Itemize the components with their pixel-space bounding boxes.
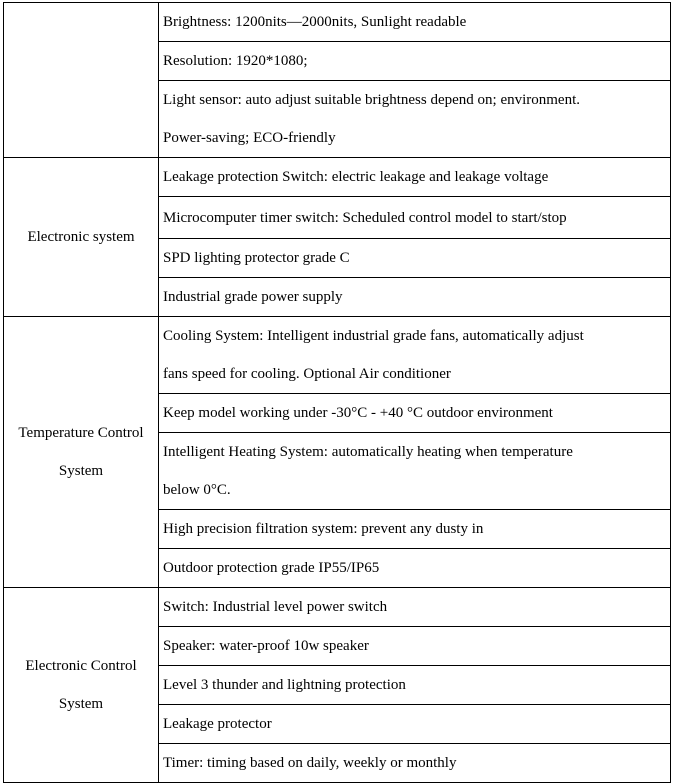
category-electronic-control-line2: System [58,696,104,712]
table-row [4,3,671,42]
category-temperature-control [4,317,159,588]
spec-leakage-switch: Leakage protection Switch: electric leakage and leakage voltage [159,158,671,197]
spec-thunder-protection: Level 3 thunder and lightning protection [159,666,671,705]
spec-light-sensor-text: Light sensor: auto adjust suitable brightness depend on; environment. [163,92,581,108]
category-temperature-line2: System [58,463,104,479]
specification-table [3,2,671,783]
spec-protection-grade: Outdoor protection grade IP55/IP65 [159,549,671,588]
spec-speaker: Speaker: water-proof 10w speaker [159,627,671,666]
category-electronic-system: Electronic system [4,158,159,317]
spec-resolution: Resolution: 1920*1080; [159,42,671,81]
spec-brightness: Brightness: 1200nits—2000nits, Sunlight readable [159,3,671,42]
category-cell-display [4,3,159,158]
spec-working-temperature: Keep model working under -30°C - +40 °C outdoor environment [159,394,671,433]
table-row [4,588,671,627]
spec-timer: Timer: timing based on daily, weekly or monthly [159,744,671,783]
table-row [4,317,671,394]
spec-cooling-line1: Cooling System: Intelligent industrial grade fans, automatically adjust [163,328,584,344]
category-electronic-control-line1: Electronic Control [25,658,137,674]
spec-spd-protector: SPD lighting protector grade C [159,239,671,278]
spec-power-supply: Industrial grade power supply [159,278,671,317]
spec-filtration-system: High precision filtration system: prevent any dusty in [159,510,671,549]
spec-light-sensor [159,81,671,158]
category-electronic-control [4,588,159,783]
spec-heating-line2: below 0°C. [163,482,231,498]
spec-heating-line1: Intelligent Heating System: automatically heating when temperature [163,444,573,460]
spec-heating-system [159,433,671,510]
table-row [4,158,671,197]
spec-power-saving-text: Power-saving; ECO-friendly [163,130,336,146]
spec-leakage-protector: Leakage protector [159,705,671,744]
spec-cooling-system [159,317,671,394]
spec-cooling-line2: fans speed for cooling. Optional Air conditioner [163,366,451,382]
spec-power-switch: Switch: Industrial level power switch [159,588,671,627]
spec-timer-switch: Microcomputer timer switch: Scheduled control model to start/stop [159,197,671,239]
category-temperature-line1: Temperature Control [18,425,144,441]
